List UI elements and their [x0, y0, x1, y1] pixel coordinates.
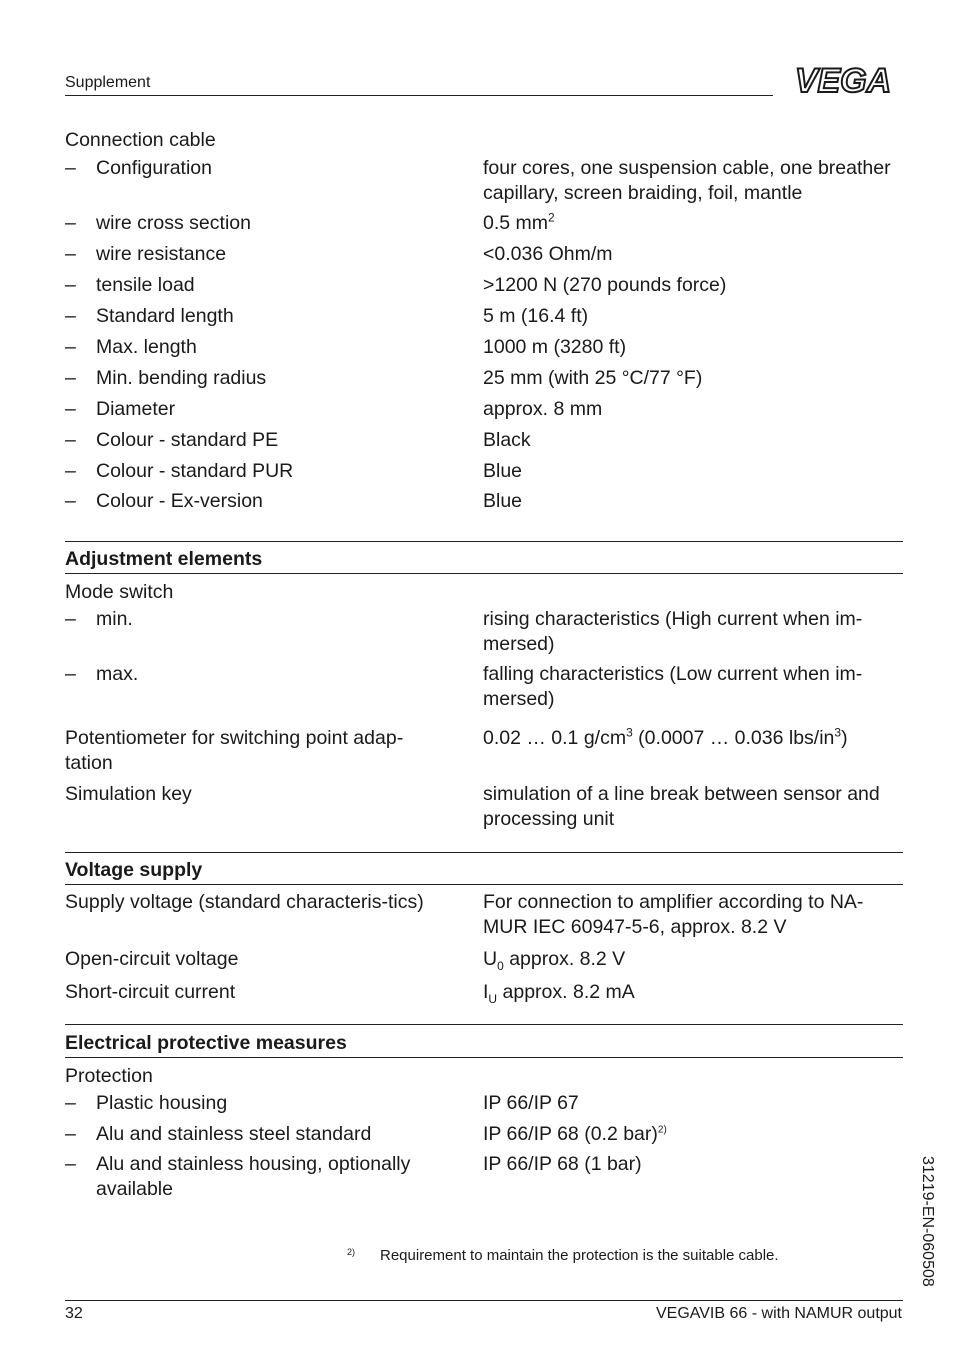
footer-rule — [65, 1300, 903, 1301]
dash-bullet: – — [65, 336, 76, 358]
svg-text:VEGA: VEGA — [794, 64, 892, 96]
running-header: Supplement — [65, 74, 151, 91]
document-number: 31219-EN-060508 — [919, 1156, 936, 1287]
dash-bullet: – — [65, 274, 76, 296]
dash-bullet: – — [65, 429, 76, 451]
dash-bullet: – — [65, 243, 76, 265]
dash-bullet: – — [65, 663, 76, 685]
footnote-ref: 2) — [657, 1124, 667, 1136]
section-heading-voltage: Voltage supply — [65, 859, 203, 881]
dash-bullet: – — [65, 608, 76, 630]
dash-bullet: – — [65, 212, 76, 234]
section-rule — [65, 1057, 903, 1058]
dash-bullet: – — [65, 398, 76, 420]
dash-bullet: – — [65, 490, 76, 512]
dash-bullet: – — [65, 460, 76, 482]
footer-title: VEGAVIB 66 - with NAMUR output — [655, 1305, 902, 1322]
section-rule — [65, 541, 903, 542]
page-number: 32 — [65, 1305, 83, 1322]
dash-bullet: – — [65, 1092, 76, 1114]
dash-bullet: – — [65, 1153, 76, 1175]
section-rule — [65, 884, 903, 885]
dash-bullet: – — [65, 305, 76, 327]
dash-bullet: – — [65, 1123, 76, 1145]
section-rule — [65, 573, 903, 574]
section-rule — [65, 1024, 903, 1025]
vega-logo — [784, 64, 902, 96]
dash-bullet: – — [65, 157, 76, 179]
section-rule — [65, 852, 903, 853]
section-heading-protective: Electrical protective measures — [65, 1032, 347, 1054]
header-rule — [65, 95, 773, 96]
section-heading-adjustment: Adjustment elements — [65, 548, 263, 570]
dash-bullet: – — [65, 367, 76, 389]
